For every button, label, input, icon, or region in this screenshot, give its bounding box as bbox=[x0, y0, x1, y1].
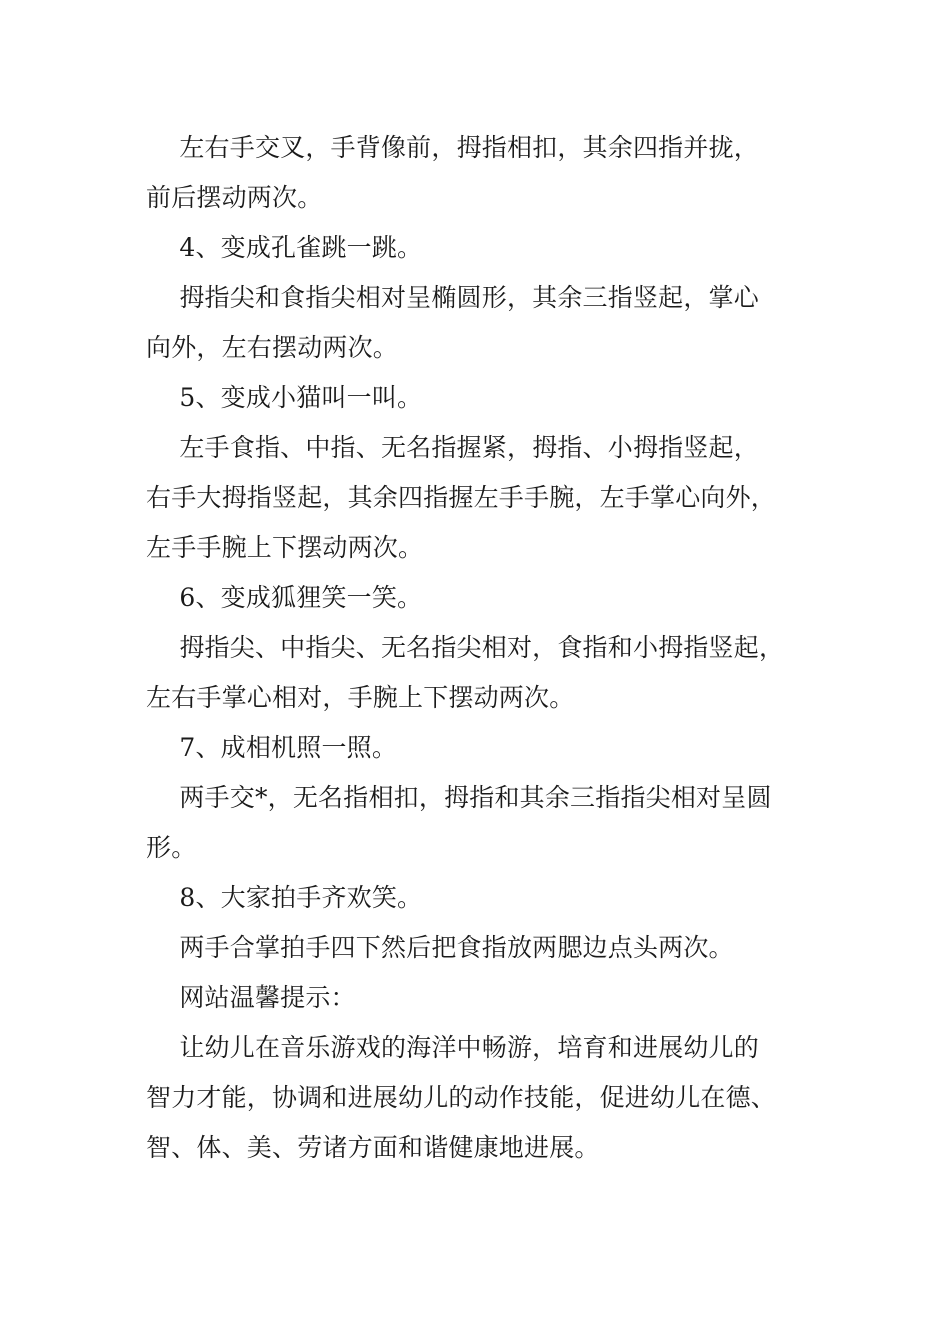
text-line: 拇指尖、中指尖、无名指尖相对，食指和小拇指竖起， bbox=[146, 633, 785, 662]
text-line: 右手大拇指竖起，其余四指握左手手腕，左手掌心向外， bbox=[146, 483, 777, 512]
text-line: 左手食指、中指、无名指握紧，拇指、小拇指竖起， bbox=[146, 433, 759, 462]
text-line: 拇指尖和食指尖相对呈椭圆形，其余三指竖起，掌心 bbox=[146, 283, 759, 312]
text-line: 7、成相机照一照。 bbox=[146, 733, 398, 762]
text-line: 8、大家拍手齐欢笑。 bbox=[146, 883, 423, 912]
text-line: 形。 bbox=[146, 833, 197, 862]
text-line: 智力才能，协调和进展幼儿的动作技能，促进幼儿在德、 bbox=[146, 1083, 777, 1112]
text-line: 智、体、美、劳诸方面和谐健康地进展。 bbox=[146, 1133, 600, 1162]
text-line: 4、变成孔雀跳一跳。 bbox=[146, 233, 423, 262]
text-line: 网站温馨提示： bbox=[146, 983, 356, 1012]
text-line: 左手手腕上下摆动两次。 bbox=[146, 533, 424, 562]
text-line: 两手交*，无名指相扣，拇指和其余三指指尖相对呈圆 bbox=[146, 783, 772, 812]
text-line: 6、变成狐狸笑一笑。 bbox=[146, 583, 423, 612]
text-line: 前后摆动两次。 bbox=[146, 183, 323, 212]
text-line: 左右手掌心相对，手腕上下摆动两次。 bbox=[146, 683, 575, 712]
text-line: 向外，左右摆动两次。 bbox=[146, 333, 399, 362]
text-line: 两手合掌拍手四下然后把食指放两腮边点头两次。 bbox=[146, 933, 734, 962]
text-line: 让幼儿在音乐游戏的海洋中畅游，培育和进展幼儿的 bbox=[146, 1033, 759, 1062]
text-line: 5、变成小猫叫一叫。 bbox=[146, 383, 423, 412]
text-line: 左右手交叉，手背像前，拇指相扣，其余四指并拢， bbox=[146, 133, 759, 162]
